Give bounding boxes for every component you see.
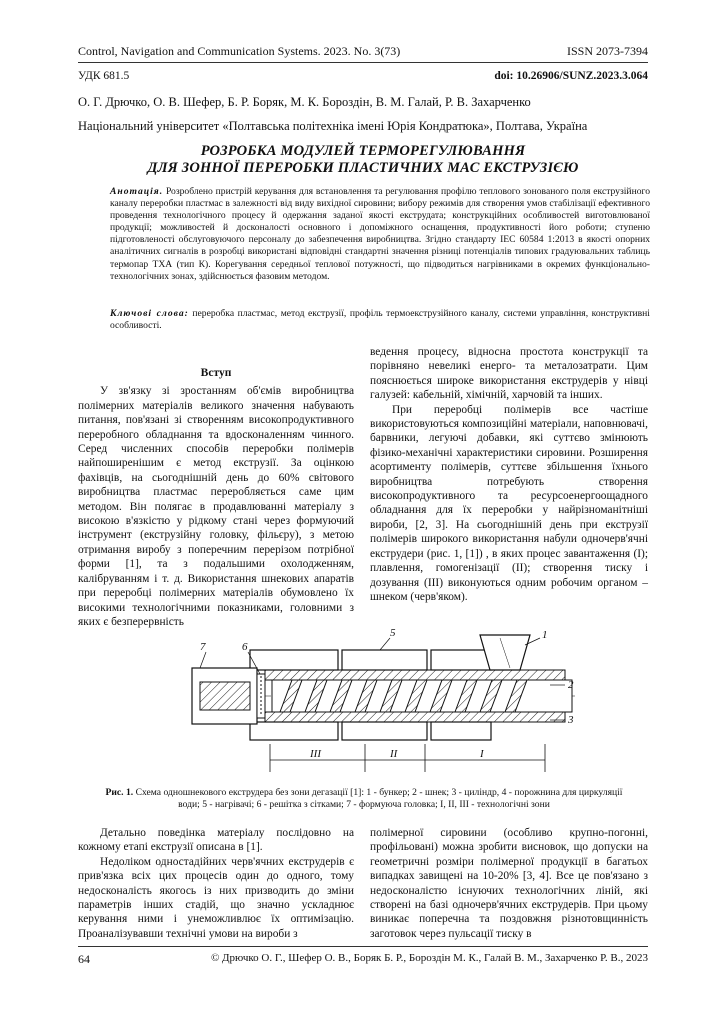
column-left-bottom xyxy=(78,826,354,941)
fig-label-1: 1 xyxy=(542,629,548,641)
title-line-2: ДЛЯ ЗОННОЇ ПЕРЕРОБКИ ПЛАСТИЧНИХ МАС ЕКСТРУЗІЄЮ xyxy=(147,160,579,176)
fig-label-2: 2 xyxy=(568,679,574,691)
section-heading-intro: Вступ xyxy=(200,367,232,379)
body-paragraph-4-cont: полімерної сировини (особливо крупно-погонні, профільовані) можна зробити висновок, що допуски на геометричні розміри полімерної продукції в багатьох випадках завищені на 10-20% [3, 4]. Все це пов'язано з недосконалістю існуючих технологічних ліній, які створені на базі одночерв'ячних екструдерів. При цьому виникає поперечна та поздовжня різнотовщинність заготовок через пульсації тиску в xyxy=(370,827,648,940)
figure-caption-text: Схема одношнекового екструдера без зони дегазації [1]: 1 - бункер; 2 - шнек; 3 - циліндр, 4 - порожнина для циркуляції води; 5 - нагрівачі; 6 - решітка з сітками; 7 - формуюча головка; І, ІІ, ІІІ - технологічні зони xyxy=(135,787,623,810)
paper-title xyxy=(78,143,648,177)
fig-label-6: 6 xyxy=(242,641,248,653)
keywords-text: переробка пластмас, метод екструзії, профіль термоекструзійного каналу, системи управління, конструктивні особливості. xyxy=(110,308,650,332)
abstract-label: Анотація. xyxy=(110,186,164,197)
affiliation: Національний університет «Полтавська політехніка імені Юрія Кондратюка», Полтава, Україна xyxy=(78,119,588,133)
authors: О. Г. Дрючко, О. В. Шефер, Б. Р. Боряк, М. К. Бороздін, В. М. Галай, Р. В. Захарченко xyxy=(78,95,531,109)
fig-label-5: 5 xyxy=(390,627,396,639)
journal-header: Control, Navigation and Communication Systems. 2023. No. 3(73) xyxy=(78,44,401,58)
extruder-diagram xyxy=(180,620,600,785)
zone-label-1: I xyxy=(480,748,484,760)
page-number: 64 xyxy=(78,952,90,966)
body-paragraph-4: Недоліком одностадійних черв'ячних екструдерів є прив'язка всіх цих процесів один до одного, тому недосконалість якогось із них призводить до зміни параметрів інших стадій, що значно ускладнює керування ними і унеможливлює їх оптимізацію. Проаналізувавши технічні умови на вироби з xyxy=(78,855,354,940)
issn: ISSN 2073-7394 xyxy=(566,44,648,58)
doi[interactable]: doi: 10.26906/SUNZ.2023.3.064 xyxy=(494,70,648,82)
figure-caption xyxy=(100,787,628,811)
forming-head xyxy=(192,668,265,724)
abstract xyxy=(110,186,650,283)
zone-label-2: II xyxy=(390,748,398,760)
keywords-label: Ключові слова: xyxy=(110,308,189,319)
figure-caption-label: Рис. 1. xyxy=(105,787,134,798)
keywords xyxy=(110,308,650,332)
body-paragraph-3: Детально поведінка матеріалу послідовно на кожному етапі екструзії описана в [1]. xyxy=(78,827,354,854)
column-right-top xyxy=(370,345,648,604)
fig-label-7: 7 xyxy=(200,641,206,653)
abstract-text: Розроблено пристрій керування для встановлення та регулювання профілю теплового зонованого поля екструзійного каналу переробки пластмас в залежності від виду вихідної сировини; вибору режимів для створення умов стабілізації ефективного проведення технологічного процесу й одержання заданої якості екструдата; конструкційних особливостей виготовлюваної продукції; можливостей й досконалості основного і допоміжного оснащення, продуктивності його роботи; ступеню підготовленості обслуговуючого персоналу до забезпечення виробництва. Згідно стандарту IEC 60584 1:2013 в якості опорних аналітичних сигналів в розробці використані відповідні стандартні значення різниці потенціалів типових градуювальних таблиць термопар ТХА (тип К). Корегування середньої теплової потужності, що підводиться нагрівниками в окремих функціонально- технологічних зонах, здійснюється фазовим методом. xyxy=(110,186,650,282)
intro-paragraph-2: При переробці полімерів все частіше використовуються композиційні матеріали, наповнювачі, барвники, легуючі добавки, які суттєво змінюють фізико-механічні характеристики сировини. Розширення асортименту полімерів, суттєве збільшення їхнього виробництва потребують створення високопродуктивного та ресурсоенергоощадного обладнання для їх переробки у найрізноманітніші вироби, [2, 3]. На сьогоднішній день при екструзії полімерів широкого використання набули одночерв'ячні екструдери (рис. 1, [1]) , в яких процес завантаження (І); плавлення, гомогенізації (ІІ); створення тиску і дозування (ІІІ) виконуються одним робочим органом – шнеком (черв'яком). xyxy=(370,403,648,603)
zone-label-3: III xyxy=(310,748,321,760)
screw xyxy=(272,680,572,712)
header-rule xyxy=(78,62,648,63)
column-left-top xyxy=(78,366,354,629)
column-right-bottom xyxy=(370,826,648,941)
footer-rule xyxy=(78,946,648,947)
hopper xyxy=(480,635,530,670)
fig-label-3: 3 xyxy=(568,714,574,726)
intro-paragraph-1-cont: ведення процесу, відносна простота конструкції та порівняно невеликі енерго- та металозатрати. Цим пояснюється широке використання екструдерів у нівці галузей: кабельній, хімічній, харчовій та інших. xyxy=(370,346,648,402)
title-line-1: РОЗРОБКА МОДУЛЕЙ ТЕРМОРЕГУЛЮВАННЯ xyxy=(200,143,526,159)
udk-code: УДК 681.5 xyxy=(78,70,130,82)
copyright: © Дрючко О. Г., Шефер О. В., Боряк Б. Р., Бороздін М. К., Галай В. М., Захарченко Р. В., 2023 xyxy=(210,952,648,964)
intro-paragraph-1: У зв'язку зі зростанням об'ємів виробництва полімерних матеріалів великого значення набувають питання, пов'язані зі створенням високопродуктивного переробного обладнання та вдосконаленням чинного. Серед численних способів переробки полімерів найпоширенішим є метод екструзії. За оцінкою фахівців, на сьогоднішній день до 60% світового виробництва пластмас переробляється саме цим методом. Він полягає в продавлюванні матеріалу з високою в'язкістю у рідкому стані через формуючий інструмент (екструзійну головку, фільєру), з метою отримання виробу з поперечним перерізом потрібної форми [1], та з подальшими охолодженням, калібруванням і т. д. Використання шнекових апаратів при переробці полімерних матеріалів обумовлено їх високими технологічними показниками, головними з яких є безперервність xyxy=(78,385,354,628)
